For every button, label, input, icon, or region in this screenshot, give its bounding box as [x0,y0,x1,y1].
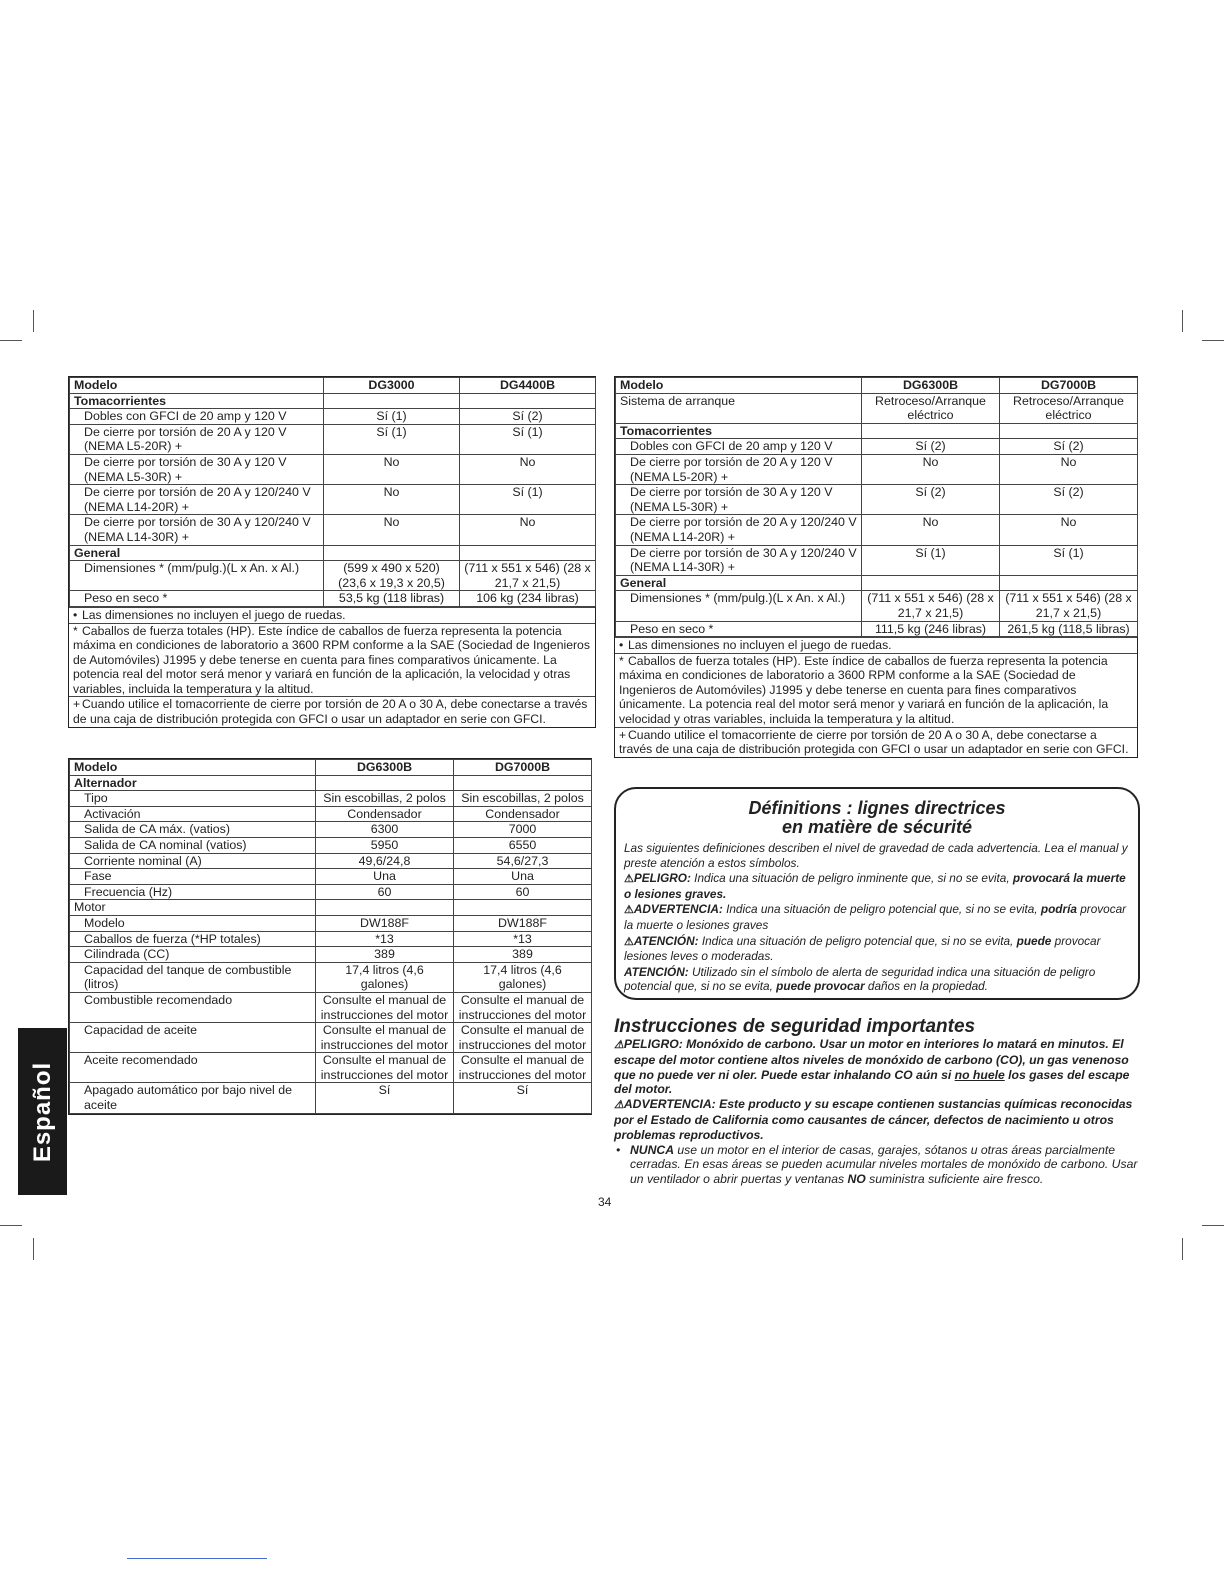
table-row [70,915,592,931]
spec-label: De cierre por torsión de 20 A y 120 V (NEMA L5-20R) + [616,454,862,484]
spec-value-b: Sí (1) [460,485,596,515]
spec-label: Peso en seco * [616,621,862,637]
language-tab [18,1028,67,1195]
spec-label: De cierre por torsión de 20 A y 120 V (NEMA L5-20R) + [70,424,324,454]
danger-text-end: los gases del escape del motor. [614,1067,1130,1097]
definitions-title-line1: Définitions : lignes directrices [748,798,1006,818]
spec-value-a: 17,4 litros (4,6 galones) [316,962,454,992]
danger-text: PELIGRO: Monóxido de carbono. Usar un motor en interiores lo matará en minutos. El escape del motor contiene altos niveles de monóxido de carbono (CO), un gas venenoso que no puede ver ni oler. Puede estar inhalando CO aún si [614,1037,1129,1082]
header-model-label: Modelo [616,378,862,394]
spec-value-b: Consulte el manual de instrucciones del motor [454,992,592,1022]
definition-item [624,934,1130,964]
spec-label: Aceite recomendado [70,1053,316,1083]
spec-label: De cierre por torsión de 30 A y 120 V (NEMA L5-30R) + [616,485,862,515]
crop-mark [0,1225,22,1226]
spec-table-grid [69,759,592,1114]
table-row [616,454,1138,484]
definitions-list [624,871,1130,994]
spec-label: De cierre por torsión de 30 A y 120 V (NEMA L5-30R) + [70,454,324,484]
section-label: General [70,545,324,561]
footnote [615,653,1137,727]
definition-emphasis: podría [1040,902,1077,917]
spec-label: Frecuencia (Hz) [70,884,316,900]
page-number: 34 [598,1195,612,1209]
safety-instructions [614,1016,1148,1187]
spec-value-a: Sí (2) [862,439,1000,455]
header-model-label: Modelo [70,760,316,776]
spec-value-b: 17,4 litros (4,6 galones) [454,962,592,992]
header-model-name: DG7000B [454,760,592,776]
spec-value-a: Retroceso/Arranque eléctrico [862,393,1000,423]
spec-label: Capacidad de aceite [70,1023,316,1053]
spec-value-b: 261,5 kg (118,5 libras) [1000,621,1138,637]
spec-value-a: No [862,515,1000,545]
section-row [616,575,1138,591]
warning-triangle-icon: ⚠ [614,1039,624,1051]
spec-label: Corriente nominal (A) [70,853,316,869]
table-row [70,561,596,591]
spec-label: Sistema de arranque [616,393,862,423]
footnote-marker: • [619,638,624,653]
crop-mark [1202,340,1224,341]
header-model-name: DG3000 [324,378,460,394]
section-label: Tomacorrientes [70,393,324,409]
footnote-text: Las dimensiones no incluyen el juego de ruedas. [82,607,346,622]
spec-value-b [1000,575,1138,591]
spec-value-b [454,900,592,916]
definitions-intro: Las siguientes definiciones describen el nivel de gravedad de cada advertencia. Lea el manual y preste atención a estos símbolos. [624,841,1128,870]
spec-value-a: No [324,485,460,515]
spec-value-b: Una [454,869,592,885]
footnote-marker: • [73,607,78,622]
table-row [70,409,596,425]
definitions-title [624,799,1130,837]
spec-value-b: (711 x 551 x 546) (28 x 21,7 x 21,5) [460,561,596,591]
spec-value-a [316,900,454,916]
spec-label: Tipo [70,791,316,807]
warning-triangle-icon: ⚠ [624,935,634,948]
spec-value-b: 389 [454,947,592,963]
spec-value-b: No [460,454,596,484]
table-row [70,1023,592,1053]
spec-value-a: Sí (1) [324,424,460,454]
table-row [70,454,596,484]
spec-value-b: Consulte el manual de instrucciones del motor [454,1023,592,1053]
crop-mark [1182,310,1183,332]
table-notes [69,607,595,727]
spec-value-a: No [324,454,460,484]
footnote-marker: + [619,727,627,742]
crop-mark [1202,1225,1224,1226]
header-model-label: Modelo [70,378,324,394]
signal-word: ATENCIÓN: [624,964,689,979]
spec-label: Combustible recomendado [70,992,316,1022]
signal-word: ATENCIÓN: [633,933,699,948]
table-row [70,591,596,607]
section-row [70,545,596,561]
spec-value-a: DW188F [316,915,454,931]
no-label: NO [847,1172,866,1187]
definition-text: Indica una situación de peligro potencial que, si no se evita, [698,933,1017,948]
footnote [615,727,1137,757]
spec-value-a: (599 x 490 x 520) (23,6 x 19,3 x 20,5) [324,561,460,591]
table-row [616,515,1138,545]
spec-label: Dimensiones * (mm/pulg.)(L x An. x Al.) [616,591,862,621]
spec-value-a: Una [316,869,454,885]
footnote-marker: * [619,653,624,668]
definition-text-end: daños en la propiedad. [864,979,988,994]
spec-value-b: No [460,515,596,545]
footnote [69,696,595,726]
header-model-name: DG7000B [1000,378,1138,394]
table-row [70,485,596,515]
spec-table-dg6300b-dg7000b-outlets [614,376,1138,758]
table-row [70,931,592,947]
spec-label: Dobles con GFCI de 20 amp y 120 V [70,409,324,425]
spec-value-a: (711 x 551 x 546) (28 x 21,7 x 21,5) [862,591,1000,621]
spec-value-a [324,393,460,409]
spec-label: Cilindrada (CC) [70,947,316,963]
spec-value-b: Sin escobillas, 2 polos [454,791,592,807]
spec-value-a [862,423,1000,439]
spec-value-b: *13 [454,931,592,947]
footnote [615,637,1137,653]
spec-value-b: Sí [454,1083,592,1113]
footnote-marker: * [73,623,78,638]
crop-mark [1182,1238,1183,1260]
spec-label: De cierre por torsión de 20 A y 120/240 V (NEMA L14-20R) + [616,515,862,545]
spec-value-b: 60 [454,884,592,900]
definition-item [624,871,1130,901]
spec-label: Modelo [70,915,316,931]
table-row [70,837,592,853]
spec-value-a: 6300 [316,822,454,838]
spec-value-a: Sí [316,1083,454,1113]
footnote-text: Cuando utilice el tomacorriente de cierre por torsión de 20 A o 30 A, debe conectarse a través de una caja de distribución protegida con GFCI o usar un adaptador en serie con GFCI. [73,697,588,727]
spec-label: De cierre por torsión de 20 A y 120/240 V (NEMA L14-20R) + [70,485,324,515]
crop-mark [33,310,34,332]
instructions-title: Instrucciones de seguridad importantes [614,1016,976,1037]
spec-value-a: Sí (2) [862,485,1000,515]
table-row [616,393,1138,423]
bullet-text-end: suministra suficiente aire fresco. [865,1172,1044,1187]
spec-value-b: Sí (2) [460,409,596,425]
spec-value-b [460,393,596,409]
spec-table-grid [69,377,596,607]
spec-value-b: Sí (2) [1000,439,1138,455]
warning-triangle-icon: ⚠ [624,904,634,917]
spec-value-a: Consulte el manual de instrucciones del motor [316,1023,454,1053]
never-label: NUNCA [630,1142,675,1157]
spec-value-b: 6550 [454,837,592,853]
table-row [616,485,1138,515]
spec-value-b [1000,423,1138,439]
bullet-icon: • [616,1142,621,1157]
definition-text: Utilizado sin el símbolo de alerta de seguridad indica una situación de peligro potencial que, si no se evita, [624,964,1096,994]
spec-value-a: 5950 [316,837,454,853]
header-model-name: DG6300B [316,760,454,776]
definitions-title-line2: en matière de sécurité [781,817,973,837]
table-row [70,884,592,900]
header-model-name: DG6300B [862,378,1000,394]
table-row [616,621,1138,637]
definition-emphasis: provocará la muerte o lesiones graves. [624,871,1126,901]
footnote-text: Cuando utilice el tomacorriente de cierre por torsión de 20 A o 30 A, debe conectarse a través de una caja de distribución protegida con GFCI o usar un adaptador en serie con GFCI. [619,727,1129,757]
section-row [70,900,592,916]
spec-label: Caballos de fuerza (*HP totales) [70,931,316,947]
spec-value-a: 111,5 kg (246 libras) [862,621,1000,637]
footnote-text: Caballos de fuerza totales (HP). Este índice de caballos de fuerza representa la potencia máxima en condiciones de laboratorio a 3600 RPM conforme a la SAE (Sociedad de Ingenieros de Automóviles) J1995 y debe tenerse en cuenta para fines comparativos únicamente. La potencia real del motor será menor y variará en función de la aplicación, la velocidad y otras variables, incluida la temperatura y la altitud. [73,623,590,696]
spec-table-dg6300b-dg7000b-engine [68,758,592,1115]
spec-value-a: 53,5 kg (118 libras) [324,591,460,607]
spec-value-a: Sí (1) [324,409,460,425]
spec-value-a [862,575,1000,591]
footnote-text: Caballos de fuerza totales (HP). Este índice de caballos de fuerza representa la potencia máxima en condiciones de laboratorio a 3600 RPM conforme a la SAE (Sociedad de Ingenieros de Automóviles) J1995 y debe tenerse en cuenta para fines comparativos únicamente. La potencia real del motor será menor y variará en función de la aplicación, la velocidad y otras variables, incluida la temperatura y la altitud. [619,653,1109,727]
table-row [70,992,592,1022]
spec-table-grid [615,377,1138,637]
spec-value-b: Sí (1) [1000,545,1138,575]
divider [127,1558,267,1559]
definition-text-end: provocar lesiones leves o moderadas. [624,933,1101,964]
spec-value-b: 106 kg (234 libras) [460,591,596,607]
table-row [70,853,592,869]
spec-value-b: 54,6/27,3 [454,853,592,869]
spec-label: Dimensiones * (mm/pulg.)(L x An. x Al.) [70,561,324,591]
spec-value-a: No [862,454,1000,484]
spec-value-a: 60 [316,884,454,900]
spec-value-b: DW188F [454,915,592,931]
spec-value-a: 49,6/24,8 [316,853,454,869]
footnote-text: Las dimensiones no incluyen el juego de ruedas. [628,638,892,653]
warning-triangle-icon: ⚠ [624,873,634,886]
table-notes [615,637,1137,757]
section-label: General [616,575,862,591]
footnote-marker: + [73,697,81,712]
section-label: Motor [70,900,316,916]
footnote [69,623,595,697]
definition-text-end: provocar la muerte o lesiones graves [624,902,1127,932]
definition-emphasis: puede provocar [776,979,865,994]
crop-mark [0,340,22,341]
table-row [616,591,1138,621]
table-row [70,869,592,885]
spec-value-a: *13 [316,931,454,947]
table-row [70,791,592,807]
spec-value-b: No [1000,515,1138,545]
table-row [70,822,592,838]
spec-label: Salida de CA nominal (vatios) [70,837,316,853]
header-model-name: DG4400B [460,378,596,394]
spec-value-b: Retroceso/Arranque eléctrico [1000,393,1138,423]
section-row [70,393,596,409]
definition-text: Indica una situación de peligro inminente que, si no se evita, [690,871,1013,886]
table-row [70,424,596,454]
spec-label: Apagado automático por bajo nivel de aceite [70,1083,316,1113]
spec-value-a: Consulte el manual de instrucciones del motor [316,1053,454,1083]
spec-value-b [454,775,592,791]
section-row [616,423,1138,439]
signal-word: PELIGRO: [633,871,691,886]
spec-label: Capacidad del tanque de combustible (litros) [70,962,316,992]
spec-value-b: No [1000,454,1138,484]
bullet-text: use un motor en el interior de casas, garajes, sótanos u otras áreas parcialmente cerradas. En esas áreas se pueden acumular niveles mortales de monóxido de carbono. Usar un ventilador o abrir puertas y ventanas [630,1142,1138,1187]
bullet-item [614,1143,1148,1187]
section-label: Alternador [70,775,316,791]
spec-label: Salida de CA máx. (vatios) [70,822,316,838]
table-row [70,947,592,963]
table-row [70,515,596,545]
footnote [69,607,595,623]
spec-value-a: Sin escobillas, 2 polos [316,791,454,807]
definition-item [624,965,1130,994]
spec-value-b: Consulte el manual de instrucciones del motor [454,1053,592,1083]
spec-value-b: (711 x 551 x 546) (28 x 21,7 x 21,5) [1000,591,1138,621]
spec-label: Peso en seco * [70,591,324,607]
spec-value-a: Sí (1) [862,545,1000,575]
section-row [70,775,592,791]
crop-mark [33,1238,34,1260]
table-row [70,806,592,822]
table-row [70,1053,592,1083]
spec-value-a: No [324,515,460,545]
danger-paragraph [614,1037,1148,1097]
spec-value-b: Condensador [454,806,592,822]
table-row [616,439,1138,455]
table-row [616,545,1138,575]
language-tab-label: Español [28,1061,56,1162]
spec-value-b: Sí (1) [460,424,596,454]
spec-value-a: Condensador [316,806,454,822]
spec-table-dg3000-dg4400b [68,376,596,728]
spec-label: De cierre por torsión de 30 A y 120/240 V (NEMA L14-30R) + [616,545,862,575]
safety-definitions-box [614,787,1140,1000]
table-header-row [616,378,1138,394]
signal-word: ADVERTENCIA: [633,902,723,917]
spec-value-a: 389 [316,947,454,963]
spec-value-b [460,545,596,561]
section-label: Tomacorrientes [616,423,862,439]
table-header-row [70,760,592,776]
spec-value-a [324,545,460,561]
table-row [70,1083,592,1113]
warning-triangle-icon: ⚠ [614,1099,624,1112]
definition-text: Indica una situación de peligro potencial que, si no se evita, [722,902,1041,917]
definition-emphasis: puede [1016,933,1052,948]
spec-value-b: 7000 [454,822,592,838]
table-header-row [70,378,596,394]
spec-label: Activación [70,806,316,822]
table-row [70,962,592,992]
spec-label: Dobles con GFCI de 20 amp y 120 V [616,439,862,455]
spec-label: De cierre por torsión de 30 A y 120/240 V (NEMA L14-30R) + [70,515,324,545]
warning-paragraph [614,1097,1148,1142]
spec-label: Fase [70,869,316,885]
danger-text-underlined: no huele [954,1067,1005,1082]
definition-item [624,902,1130,932]
spec-value-a [316,775,454,791]
spec-value-a: Consulte el manual de instrucciones del motor [316,992,454,1022]
warning-text: ADVERTENCIA: Este producto y su escape contienen sustancias químicas reconocidas por el Estado de California como causantes de cáncer, defectos de nacimiento u otros problemas reproductivos. [614,1097,1133,1142]
spec-value-b: Sí (2) [1000,485,1138,515]
